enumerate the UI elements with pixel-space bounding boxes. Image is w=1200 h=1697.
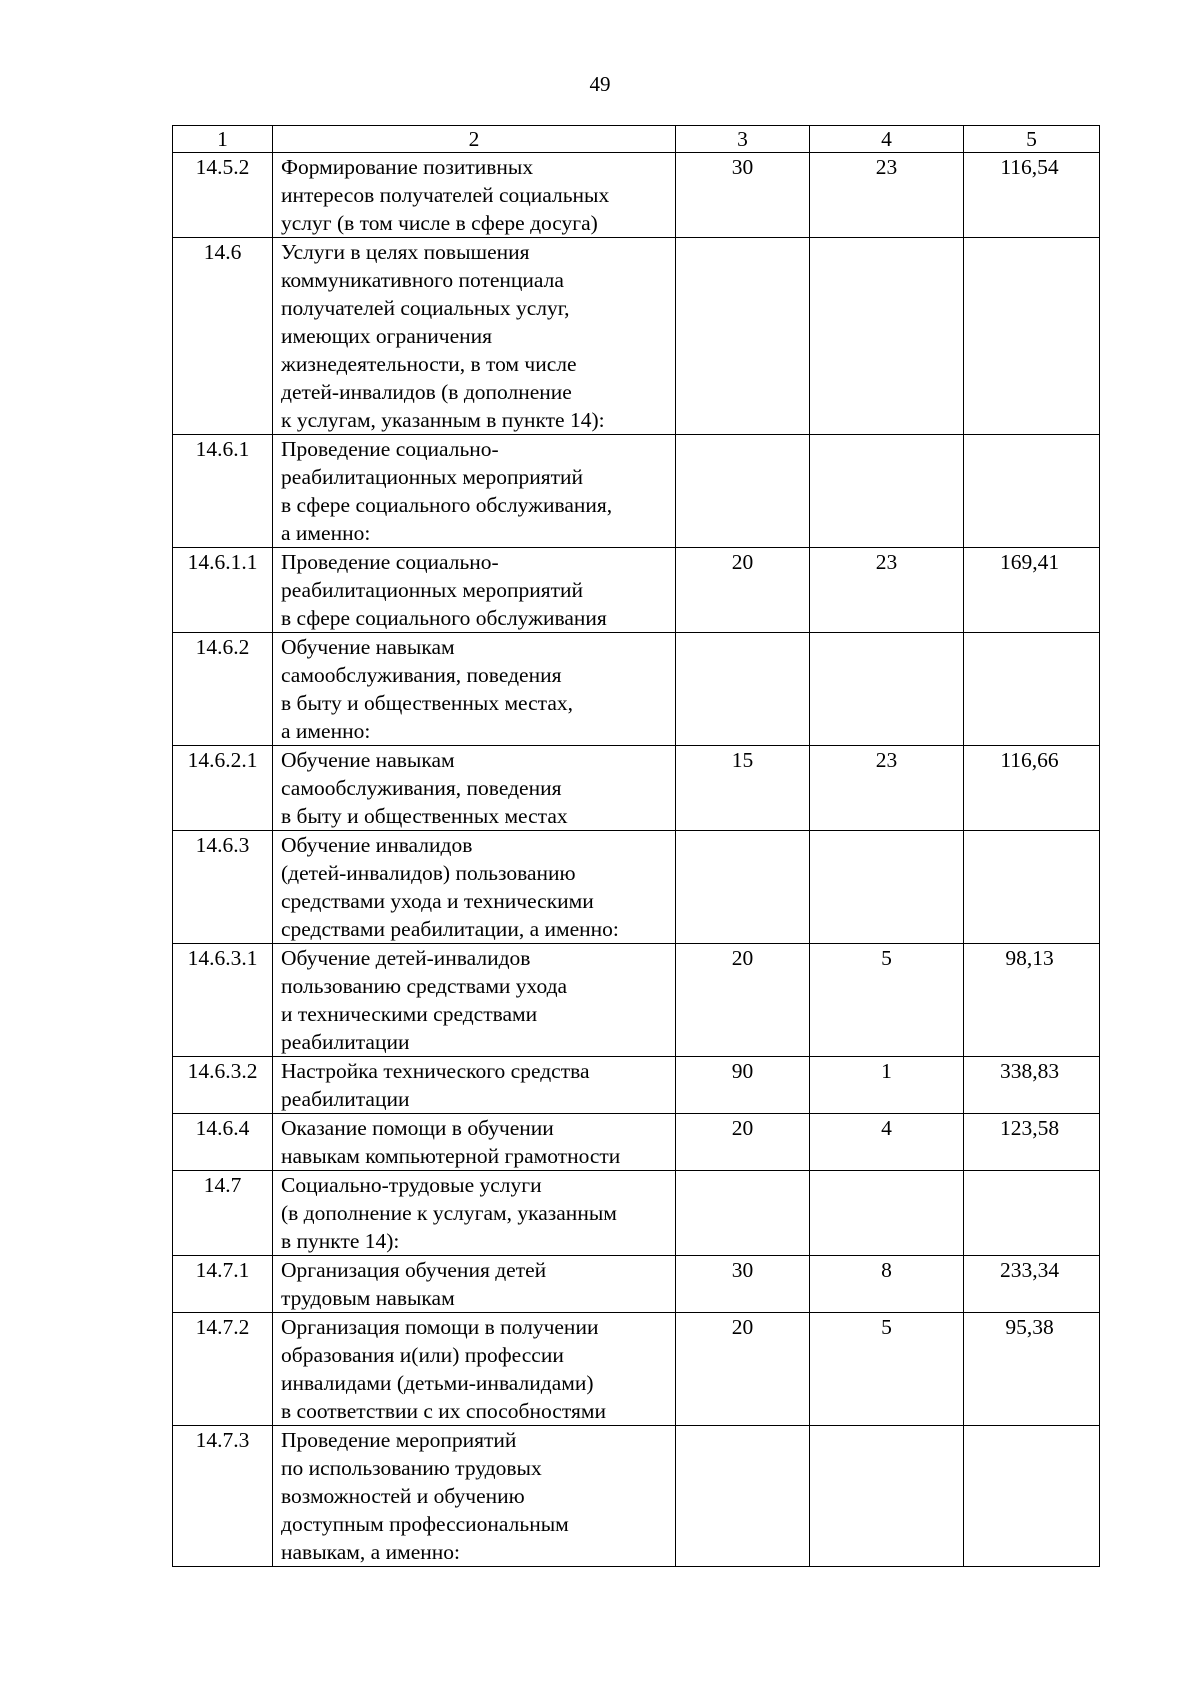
service-name-line: реабилитационных мероприятий bbox=[281, 578, 584, 602]
col3-value-cell: 30 bbox=[676, 153, 810, 238]
col3-value-cell bbox=[676, 633, 810, 746]
col5-value-cell: 116,66 bbox=[964, 746, 1100, 831]
service-name-line: а именно: bbox=[281, 521, 371, 545]
col4-value-cell: 5 bbox=[810, 1313, 964, 1426]
service-name-line: Обучение инвалидов bbox=[281, 833, 473, 857]
col5-value-cell: 233,34 bbox=[964, 1256, 1100, 1313]
service-name-cell bbox=[273, 1426, 676, 1567]
col4-value-cell: 23 bbox=[810, 548, 964, 633]
item-number-cell: 14.6.3.1 bbox=[173, 944, 273, 1057]
table-header-row bbox=[173, 126, 1100, 153]
table-row bbox=[173, 831, 1100, 944]
item-number-cell: 14.7.1 bbox=[173, 1256, 273, 1313]
col3-value-cell: 20 bbox=[676, 1114, 810, 1171]
service-name-line: в пункте 14): bbox=[281, 1229, 400, 1253]
service-name-line: возможностей и обучению bbox=[281, 1484, 525, 1508]
service-name-cell bbox=[273, 238, 676, 435]
table-row bbox=[173, 633, 1100, 746]
service-name-cell bbox=[273, 1313, 676, 1426]
service-name-line: реабилитации bbox=[281, 1087, 410, 1111]
col5-value-cell: 116,54 bbox=[964, 153, 1100, 238]
service-name-cell bbox=[273, 1114, 676, 1171]
service-name-line: а именно: bbox=[281, 719, 371, 743]
col3-value-cell: 30 bbox=[676, 1256, 810, 1313]
service-name-line: Обучение навыкам bbox=[281, 748, 455, 772]
col5-value-cell bbox=[964, 1171, 1100, 1256]
service-name-line: Организация обучения детей bbox=[281, 1258, 547, 1282]
service-name-line: Проведение социально- bbox=[281, 437, 499, 461]
table-row bbox=[173, 1426, 1100, 1567]
col4-value-cell: 23 bbox=[810, 746, 964, 831]
service-name-line: Проведение мероприятий bbox=[281, 1428, 517, 1452]
service-name-line: в быту и общественных местах bbox=[281, 804, 568, 828]
col4-value-cell: 4 bbox=[810, 1114, 964, 1171]
table-row bbox=[173, 435, 1100, 548]
service-name-line: детей-инвалидов (в дополнение bbox=[281, 380, 572, 404]
service-name-line: инвалидами (детьми-инвалидами) bbox=[281, 1371, 594, 1395]
service-name-line: к услугам, указанным в пункте 14): bbox=[281, 408, 605, 432]
service-name-line: жизнедеятельности, в том числе bbox=[281, 352, 577, 376]
service-name-line: Оказание помощи в обучении bbox=[281, 1116, 554, 1140]
service-name-line: в сфере социального обслуживания, bbox=[281, 493, 613, 517]
service-name-cell bbox=[273, 831, 676, 944]
service-name-line: (в дополнение к услугам, указанным bbox=[281, 1201, 617, 1225]
col4-value-cell bbox=[810, 1426, 964, 1567]
item-number-cell: 14.6.3.2 bbox=[173, 1057, 273, 1114]
service-name-line: Обучение навыкам bbox=[281, 635, 455, 659]
header-cell-col1: 1 bbox=[173, 126, 273, 153]
table-row bbox=[173, 1171, 1100, 1256]
col3-value-cell: 20 bbox=[676, 1313, 810, 1426]
col5-value-cell bbox=[964, 831, 1100, 944]
item-number-cell: 14.6.4 bbox=[173, 1114, 273, 1171]
service-name-cell bbox=[273, 1057, 676, 1114]
service-name-cell bbox=[273, 153, 676, 238]
item-number-cell: 14.6.2.1 bbox=[173, 746, 273, 831]
col4-value-cell: 23 bbox=[810, 153, 964, 238]
service-name-line: реабилитационных мероприятий bbox=[281, 465, 584, 489]
service-name-cell bbox=[273, 1256, 676, 1313]
col5-value-cell bbox=[964, 1426, 1100, 1567]
col3-value-cell: 15 bbox=[676, 746, 810, 831]
service-name-line: навыкам, а именно: bbox=[281, 1540, 460, 1564]
col5-value-cell: 123,58 bbox=[964, 1114, 1100, 1171]
item-number-cell: 14.5.2 bbox=[173, 153, 273, 238]
service-name-cell bbox=[273, 435, 676, 548]
service-name-line: Социально-трудовые услуги bbox=[281, 1173, 542, 1197]
table-row bbox=[173, 746, 1100, 831]
service-name-cell bbox=[273, 548, 676, 633]
service-name-line: имеющих ограничения bbox=[281, 324, 493, 348]
service-name-line: средствами реабилитации, а именно: bbox=[281, 917, 619, 941]
col4-value-cell: 1 bbox=[810, 1057, 964, 1114]
services-table bbox=[172, 125, 1100, 1567]
service-name-line: самообслуживания, поведения bbox=[281, 776, 562, 800]
table-row bbox=[173, 944, 1100, 1057]
col4-value-cell: 5 bbox=[810, 944, 964, 1057]
col5-value-cell: 95,38 bbox=[964, 1313, 1100, 1426]
service-name-line: трудовым навыкам bbox=[281, 1286, 455, 1310]
col5-value-cell bbox=[964, 633, 1100, 746]
service-name-line: образования и(или) профессии bbox=[281, 1343, 564, 1367]
service-name-line: Услуги в целях повышения bbox=[281, 240, 530, 264]
col3-value-cell bbox=[676, 1426, 810, 1567]
item-number-cell: 14.6.3 bbox=[173, 831, 273, 944]
page-number: 49 bbox=[589, 72, 611, 96]
col5-value-cell bbox=[964, 435, 1100, 548]
service-name-cell bbox=[273, 1171, 676, 1256]
service-name-line: средствами ухода и техническими bbox=[281, 889, 594, 913]
item-number-cell: 14.7.2 bbox=[173, 1313, 273, 1426]
col5-value-cell: 169,41 bbox=[964, 548, 1100, 633]
service-name-line: и техническими средствами bbox=[281, 1002, 538, 1026]
col4-value-cell bbox=[810, 238, 964, 435]
item-number-cell: 14.6.1 bbox=[173, 435, 273, 548]
col4-value-cell: 8 bbox=[810, 1256, 964, 1313]
table-row bbox=[173, 1256, 1100, 1313]
item-number-cell: 14.7.3 bbox=[173, 1426, 273, 1567]
col5-value-cell: 338,83 bbox=[964, 1057, 1100, 1114]
table-row bbox=[173, 548, 1100, 633]
col4-value-cell bbox=[810, 831, 964, 944]
service-name-line: Настройка технического средства bbox=[281, 1059, 590, 1083]
service-name-line: интересов получателей социальных bbox=[281, 183, 610, 207]
item-number-cell: 14.6 bbox=[173, 238, 273, 435]
col3-value-cell: 20 bbox=[676, 944, 810, 1057]
table-row bbox=[173, 238, 1100, 435]
service-name-line: Организация помощи в получении bbox=[281, 1315, 599, 1339]
header-cell-col4: 4 bbox=[810, 126, 964, 153]
header-cell-col5: 5 bbox=[964, 126, 1100, 153]
col3-value-cell bbox=[676, 831, 810, 944]
service-name-line: навыкам компьютерной грамотности bbox=[281, 1144, 621, 1168]
service-name-line: пользованию средствами ухода bbox=[281, 974, 568, 998]
service-name-line: по использованию трудовых bbox=[281, 1456, 542, 1480]
col3-value-cell bbox=[676, 435, 810, 548]
col3-value-cell bbox=[676, 1171, 810, 1256]
service-name-line: (детей-инвалидов) пользованию bbox=[281, 861, 576, 885]
service-name-line: коммуникативного потенциала bbox=[281, 268, 564, 292]
table-row bbox=[173, 1114, 1100, 1171]
header-cell-col3: 3 bbox=[676, 126, 810, 153]
table-row bbox=[173, 153, 1100, 238]
col5-value-cell bbox=[964, 238, 1100, 435]
service-name-cell bbox=[273, 633, 676, 746]
item-number-cell: 14.6.2 bbox=[173, 633, 273, 746]
table-row bbox=[173, 1057, 1100, 1114]
col3-value-cell bbox=[676, 238, 810, 435]
col3-value-cell: 90 bbox=[676, 1057, 810, 1114]
col4-value-cell bbox=[810, 435, 964, 548]
service-name-cell bbox=[273, 746, 676, 831]
service-name-line: в соответствии с их способностями bbox=[281, 1399, 606, 1423]
service-name-line: Проведение социально- bbox=[281, 550, 499, 574]
col3-value-cell: 20 bbox=[676, 548, 810, 633]
item-number-cell: 14.6.1.1 bbox=[173, 548, 273, 633]
header-cell-col2: 2 bbox=[273, 126, 676, 153]
service-name-line: в сфере социального обслуживания bbox=[281, 606, 607, 630]
service-name-line: самообслуживания, поведения bbox=[281, 663, 562, 687]
col5-value-cell: 98,13 bbox=[964, 944, 1100, 1057]
service-name-cell bbox=[273, 944, 676, 1057]
service-name-line: в быту и общественных местах, bbox=[281, 691, 573, 715]
service-name-line: услуг (в том числе в сфере досуга) bbox=[281, 211, 598, 235]
service-name-line: Формирование позитивных bbox=[281, 155, 534, 179]
col4-value-cell bbox=[810, 633, 964, 746]
item-number-cell: 14.7 bbox=[173, 1171, 273, 1256]
service-name-line: Обучение детей-инвалидов bbox=[281, 946, 531, 970]
col4-value-cell bbox=[810, 1171, 964, 1256]
service-name-line: получателей социальных услуг, bbox=[281, 296, 570, 320]
table-row bbox=[173, 1313, 1100, 1426]
service-name-line: реабилитации bbox=[281, 1030, 410, 1054]
service-name-line: доступным профессиональным bbox=[281, 1512, 569, 1536]
